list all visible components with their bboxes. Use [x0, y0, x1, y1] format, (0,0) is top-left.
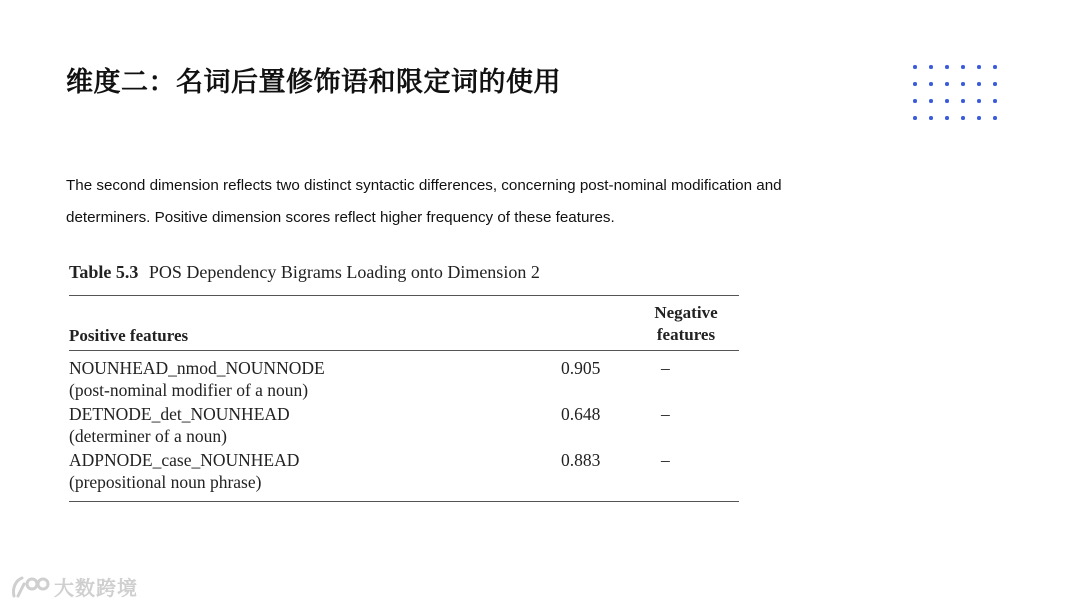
loading-value: 0.905	[561, 358, 601, 378]
watermark-text: 大数跨境	[54, 576, 138, 600]
header-positive-features: Positive features	[69, 326, 189, 345]
loadings-table	[69, 262, 739, 502]
feature-cell	[69, 357, 325, 401]
feature-cell	[69, 403, 290, 447]
feature-description: (post-nominal modifier of a noun)	[69, 380, 309, 400]
feature-name: ADPNODE_case_NOUNHEAD	[69, 450, 300, 470]
loading-value: 0.648	[561, 404, 601, 424]
table-bottom-rule	[69, 501, 739, 502]
table-caption-text: POS Dependency Bigrams Loading onto Dimension 2	[148, 262, 540, 282]
negative-value: –	[661, 450, 670, 470]
slide-title: 维度二：名词后置修饰语和限定词的使用	[66, 67, 561, 98]
negative-value: –	[661, 404, 670, 424]
feature-name: DETNODE_det_NOUNHEAD	[69, 404, 290, 424]
table-row	[69, 449, 739, 495]
feature-description: (prepositional noun phrase)	[69, 472, 262, 492]
table-header	[69, 296, 739, 350]
intro-paragraph	[66, 170, 926, 234]
header-negative-line-1: Negative	[654, 303, 718, 322]
feature-description: (determiner of a noun)	[69, 426, 227, 446]
intro-line-2: determiners. Positive dimension scores reflect higher frequency of these features.	[66, 209, 615, 226]
table-row	[69, 403, 739, 449]
header-negative-line-2: features	[656, 325, 716, 344]
decorative-dot-grid	[912, 64, 1008, 126]
table-caption-number: Table 5.3	[69, 262, 139, 282]
table-body	[69, 351, 739, 501]
loading-value: 0.883	[561, 450, 601, 470]
table-caption	[69, 262, 739, 283]
header-negative-features	[640, 302, 732, 346]
table-row	[69, 357, 739, 403]
negative-value: –	[661, 358, 670, 378]
watermark	[10, 572, 138, 601]
intro-line-1: The second dimension reflects two distinct syntactic differences, concerning post-nominal modification and	[66, 177, 782, 194]
feature-cell	[69, 449, 299, 493]
brand-logo-icon	[10, 574, 50, 600]
feature-name: NOUNHEAD_nmod_NOUNNODE	[69, 358, 325, 378]
